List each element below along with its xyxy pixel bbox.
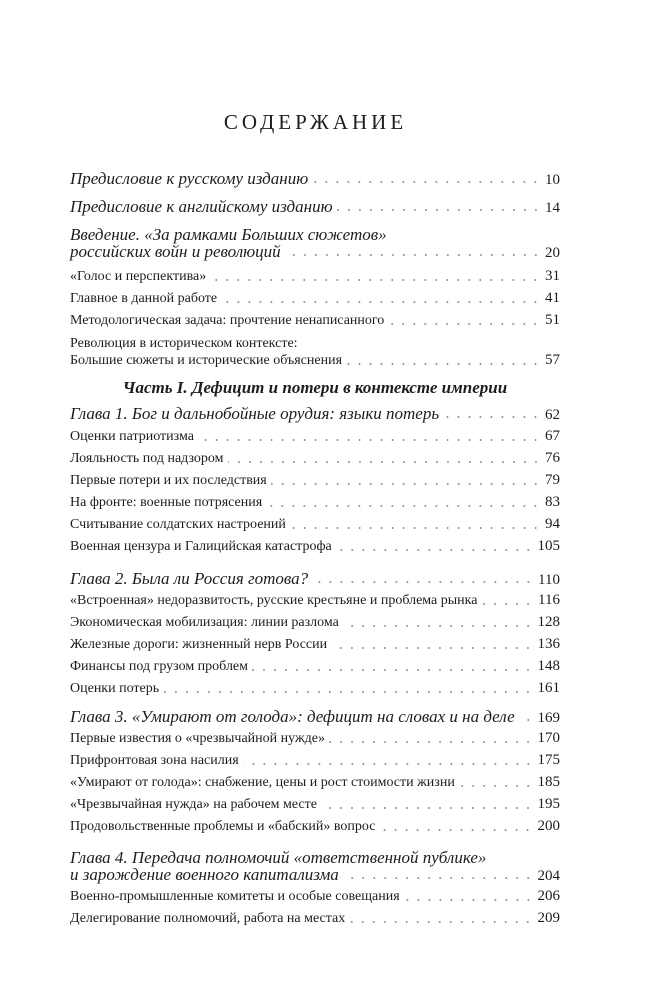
toc-section-entry[interactable] [70,614,560,631]
entry-title: Прифронтовая зона насилия [70,753,239,768]
entry-line [70,494,560,511]
dot-leader [312,180,541,184]
toc-section-entry[interactable] [70,290,560,307]
page-number: 169 [537,710,560,726]
entry-line [70,730,560,747]
page-number: 161 [537,680,560,696]
entry-line [70,352,560,369]
entry-line [70,680,560,697]
page-number: 200 [537,818,560,834]
dot-leader [228,460,541,464]
entry-title: Глава 3. «Умирают от голода»: дефицит на словах и на деле [70,707,515,726]
entry-line [70,226,560,243]
dot-leader [271,482,541,486]
toc-chapter-entry[interactable] [70,198,560,215]
dot-leader [221,300,541,304]
toc-chapter-entry[interactable] [70,170,560,187]
entry-title: Введение. «За рамками Больших сюжетов» [70,225,387,244]
dot-leader [198,438,541,442]
entry-title: Оценки патриотизма [70,429,194,444]
entry-line [70,866,560,883]
dot-leader [519,718,534,722]
dot-leader [343,876,534,880]
entry-line [70,450,560,467]
entry-title: Военная цензура и Галицийская катастрофа [70,539,332,554]
entry-title: «Чрезвычайная нужда» на рабочем месте [70,797,318,812]
page-number: 110 [538,572,560,588]
entry-line [70,614,560,631]
dot-leader [252,668,533,672]
entry-line [70,592,560,609]
page-number: 206 [537,888,560,904]
page-number: 51 [545,312,560,328]
entry-line [70,198,560,215]
entry-title: и зарождение военного капитализма [70,865,339,884]
page-number: 83 [545,494,560,510]
toc-section-entry[interactable] [70,796,560,813]
entry-title: Революция в историческом контексте: [70,336,298,351]
toc-section-entry[interactable] [70,910,560,927]
entry-title: Железные дороги: жизненный нерв России [70,637,328,652]
entry-title: «Встроенная» недоразвитость, русские крестьяне и проблема рынка [70,593,478,608]
entry-line [70,818,560,835]
entry-line [70,335,560,352]
page-number: 209 [537,910,560,926]
page-number: 136 [537,636,560,652]
toc-chapter-entry[interactable] [70,708,560,725]
entry-title: Лояльность под надзором [70,451,224,466]
entry-line [70,538,560,555]
entry-line [70,472,560,489]
page-number: 175 [537,752,560,768]
entry-title: Оценки потерь [70,681,160,696]
entry-title: Продовольственные проблемы и «бабский» вопрос [70,819,376,834]
page-number: 62 [545,407,560,423]
dot-leader [349,920,533,924]
page-number: 195 [537,796,560,812]
toc-section-entry[interactable] [70,538,560,555]
page-number: 170 [537,730,560,746]
dot-leader [337,208,541,212]
entry-title: Главное в данной работе [70,291,218,306]
entry-line [70,752,560,769]
dot-leader [163,690,533,694]
entry-title: российских войн и революций [70,242,281,261]
entry-title: Делегирование полномочий, работа на местах [70,911,346,926]
dot-leader [290,526,541,530]
toc-section-entry[interactable] [70,636,560,653]
toc-section-entry[interactable] [70,472,560,489]
dot-leader [379,828,533,832]
entry-line [70,796,560,813]
dot-leader [388,322,541,326]
entry-title: «Умирают от голода»: снабжение, цены и рост стоимости жизни [70,775,455,790]
entry-title: Первые потери и их последствия [70,473,267,488]
toc-section-entry[interactable] [70,680,560,697]
dot-leader [266,504,541,508]
page-number: 204 [537,868,560,884]
page-number: 31 [545,268,560,284]
entry-title: Считывание солдатских настроений [70,517,286,532]
entry-line [70,428,560,445]
entry-title: Финансы под грузом проблем [70,659,249,674]
toc-section-entry[interactable] [70,730,560,747]
page-number: 128 [537,614,560,630]
toc-section-entry[interactable] [70,592,560,609]
page-number: 57 [545,352,560,368]
page-title: СОДЕРЖАНИЕ [223,110,408,134]
entry-line [70,708,560,725]
toc-section-entry[interactable] [70,516,560,533]
entry-line [70,312,560,329]
part-heading: Часть I. Дефицит и потери в контексте империи [122,378,508,397]
toc-chapter-entry[interactable] [70,226,560,260]
entry-title: На фронте: военные потрясения [70,495,263,510]
entry-title: Экономическая мобилизация: линии разлома [70,615,339,630]
toc-section-entry[interactable] [70,494,560,511]
toc-section-entry[interactable] [70,774,560,791]
dot-leader [404,898,534,902]
toc-chapter-entry[interactable] [70,849,560,883]
entry-title: Предисловие к английскому изданию [70,197,333,216]
entry-title: Глава 4. Передача полномочий «ответственной публике» [70,848,487,867]
page-number: 10 [545,172,560,188]
entry-title: Глава 1. Бог и дальнобойные орудия: языки потерь [70,404,440,423]
entry-line [70,268,560,285]
entry-line [70,888,560,905]
toc-section-entry[interactable] [70,658,560,675]
toc-section-entry[interactable] [70,428,560,445]
entry-title: Военно-промышленные комитеты и особые совещания [70,889,400,904]
entry-line [70,290,560,307]
toc-section-entry[interactable] [70,450,560,467]
page-number: 79 [545,472,560,488]
toc-section-entry[interactable] [70,268,560,285]
toc-chapter-entry[interactable] [70,570,560,587]
dot-leader [346,362,541,366]
page-number: 105 [537,538,560,554]
page-number: 76 [545,450,560,466]
page-number: 14 [545,200,560,216]
page-number: 148 [537,658,560,674]
dot-leader [481,602,534,606]
dot-leader [329,740,534,744]
toc-section-entry[interactable] [70,335,560,369]
entry-line [70,774,560,791]
dot-leader [285,253,541,257]
entry-title: Большие сюжеты и исторические объяснения [70,353,343,368]
dot-leader [443,415,541,419]
page-number: 41 [545,290,560,306]
page-number: 67 [545,428,560,444]
entry-line [70,570,560,587]
entry-title: Методологическая задача: прочтение ненаписанного [70,313,385,328]
entry-title: Первые известия о «чрезвычайной нужде» [70,731,325,746]
entry-line [70,636,560,653]
dot-leader [210,278,541,282]
entry-line [70,516,560,533]
dot-leader [459,784,534,788]
entry-line [70,170,560,187]
entry-line [70,849,560,866]
entry-line [70,243,560,260]
entry-line [70,910,560,927]
toc-chapter-entry[interactable] [70,405,560,422]
entry-line [70,658,560,675]
dot-leader [321,806,533,810]
page-number: 94 [545,516,560,532]
toc-section-entry[interactable] [70,312,560,329]
page-number: 185 [537,774,560,790]
dot-leader [331,646,533,650]
toc-section-entry[interactable] [70,818,560,835]
dot-leader [336,548,534,552]
page-number: 116 [538,592,560,608]
dot-leader [312,580,534,584]
toc-section-entry[interactable] [70,752,560,769]
toc-section-entry[interactable] [70,888,560,905]
entry-title: Глава 2. Была ли Россия готова? [70,569,309,588]
entry-title: Предисловие к русскому изданию [70,169,309,188]
entry-line [70,405,560,422]
dot-leader [243,762,534,766]
dot-leader [343,624,534,628]
entry-title: «Голос и перспектива» [70,269,207,284]
page-number: 20 [545,245,560,261]
